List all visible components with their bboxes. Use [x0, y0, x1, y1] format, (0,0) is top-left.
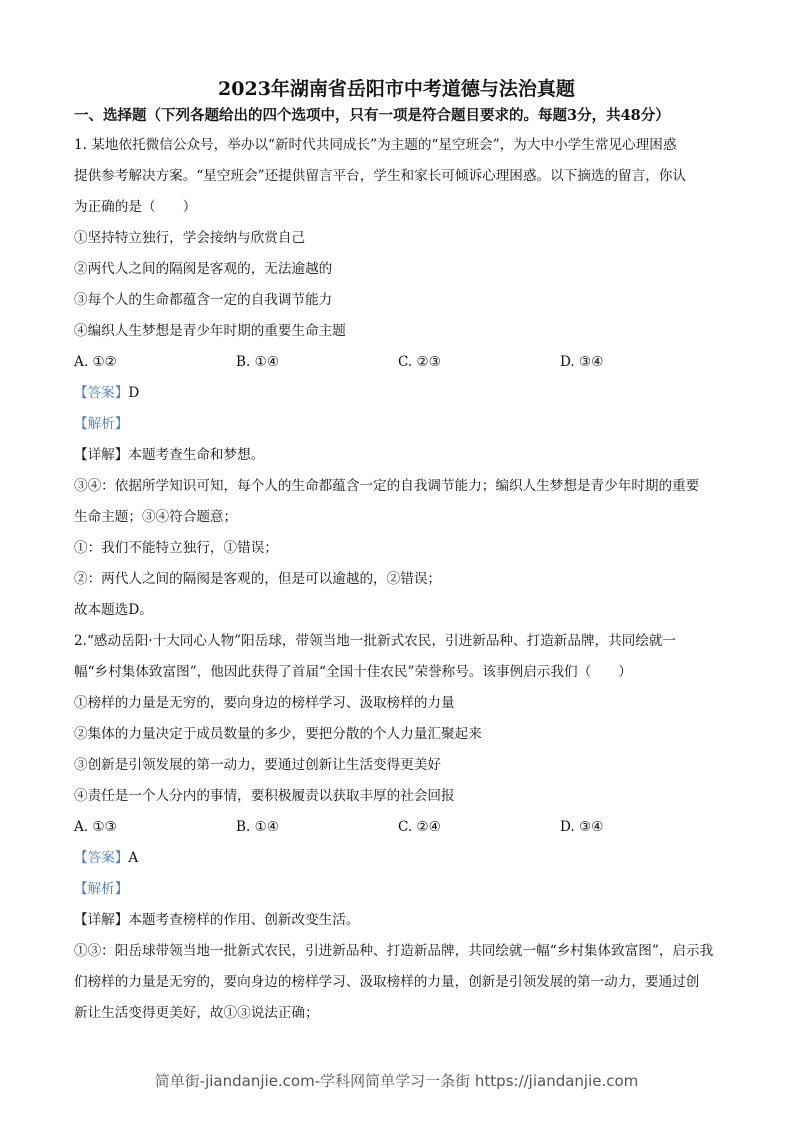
- explanation-line: ①：我们不能特立独行，①错误；: [74, 540, 278, 556]
- document-body: [74, 134, 724, 1033]
- explanation-line: ①③：阳岳球带领当地一批新式农民，引进新品种、打造新品牌，共同绘就一幅“乡村集体致富图”，启示我: [74, 943, 714, 959]
- statement: ②两代人之间的隔阂是客观的，无法逾越的: [74, 261, 333, 277]
- option-d: D. ③④: [560, 819, 604, 835]
- question-1: [74, 134, 724, 630]
- statement: ④责任是一个人分内的事情，要积极履责以获取丰厚的社会回报: [74, 788, 455, 804]
- detail-label: 【详解】: [74, 912, 129, 928]
- option-b: B. ①④: [236, 354, 280, 370]
- answer-value: A: [128, 850, 139, 866]
- statement: ②集体的力量决定于成员数量的多少，要把分散的个人力量汇聚起来: [74, 726, 482, 742]
- section-heading: 一、选择题（下列各题给出的四个选项中，只有一项是符合题目要求的。每题3分，共48分）: [74, 107, 670, 124]
- question-2: [74, 630, 724, 1033]
- question-stem-line: 1. 某地依托微信公众号，举办以“新时代共同成长”为主题的“星空班会”，为大中小学生常见心理困惑: [74, 137, 677, 153]
- question-stem-line: 为正确的是（ ）: [74, 199, 197, 215]
- answer-label: 【答案】: [74, 385, 129, 401]
- question-stem-line: 提供参考解决方案。“星空班会”还提供留言平台，学生和家长可倾诉心理困惑。以下摘选的留言，你认: [74, 168, 687, 184]
- answer-value: D: [128, 385, 140, 401]
- option-a: A. ①③: [74, 819, 117, 835]
- explanation-line: 们榜样的力量是无穷的，要向身边的榜样学习、汲取榜样的力量，创新是引领发展的第一动力，要通过创: [74, 974, 700, 990]
- question-stem-line: 2.“感动岳阳·十大同心人物”阳岳球，带领当地一批新式农民，引进新品种、打造新品牌，共同绘就一: [74, 633, 677, 649]
- detail-line: [74, 444, 724, 475]
- explanation-line: 生命主题；③④符合题意；: [74, 509, 238, 525]
- statement: ①坚持特立独行，学会接纳与欣赏自己: [74, 230, 306, 246]
- page-footer: 简单街-jiandanjie.com-学科网简单学习一条街 https://jiandanjie.com: [154, 1072, 639, 1090]
- explanation-line: ②：两代人之间的隔阂是客观的，但是可以逾越的，②错误；: [74, 571, 442, 587]
- answer-label: 【答案】: [74, 850, 129, 866]
- option-a: A. ①②: [74, 354, 117, 370]
- options-row: [74, 816, 724, 847]
- answer-line: [74, 847, 724, 878]
- detail-line: [74, 909, 724, 940]
- options-row: [74, 351, 724, 382]
- question-stem-line: 幅“乡村集体致富图”，他因此获得了首届“全国十佳农民”荣誉称号。该事例启示我们（ ）: [74, 664, 632, 680]
- statement: ③创新是引领发展的第一动力，要通过创新让生活变得更美好: [74, 757, 442, 773]
- explanation-line: 故本题选D。: [74, 602, 153, 618]
- option-c: C. ②③: [398, 354, 441, 370]
- detail-label: 【详解】: [74, 447, 129, 463]
- statement: ④编织人生梦想是青少年时期的重要生命主题: [74, 323, 346, 339]
- statement: ③每个人的生命都蕴含一定的自我调节能力: [74, 292, 333, 308]
- detail-text: 本题考查榜样的作用、创新改变生活。: [128, 912, 360, 928]
- analysis-label: 【解析】: [74, 416, 129, 432]
- option-c: C. ②④: [398, 819, 441, 835]
- analysis-label: 【解析】: [74, 881, 129, 897]
- detail-text: 本题考查生命和梦想。: [128, 447, 265, 463]
- option-b: B. ①④: [236, 819, 280, 835]
- explanation-line: ③④：依据所学知识可知，每个人的生命都蕴含一定的自我调节能力；编织人生梦想是青少年时期的重要: [74, 478, 700, 494]
- statement: ①榜样的力量是无穷的，要向身边的榜样学习、汲取榜样的力量: [74, 695, 455, 711]
- answer-line: [74, 382, 724, 413]
- explanation-line: 新让生活变得更美好，故①③说法正确；: [74, 1005, 319, 1021]
- document-title: 2023年湖南省岳阳市中考道德与法治真题: [218, 78, 575, 100]
- option-d: D. ③④: [560, 354, 604, 370]
